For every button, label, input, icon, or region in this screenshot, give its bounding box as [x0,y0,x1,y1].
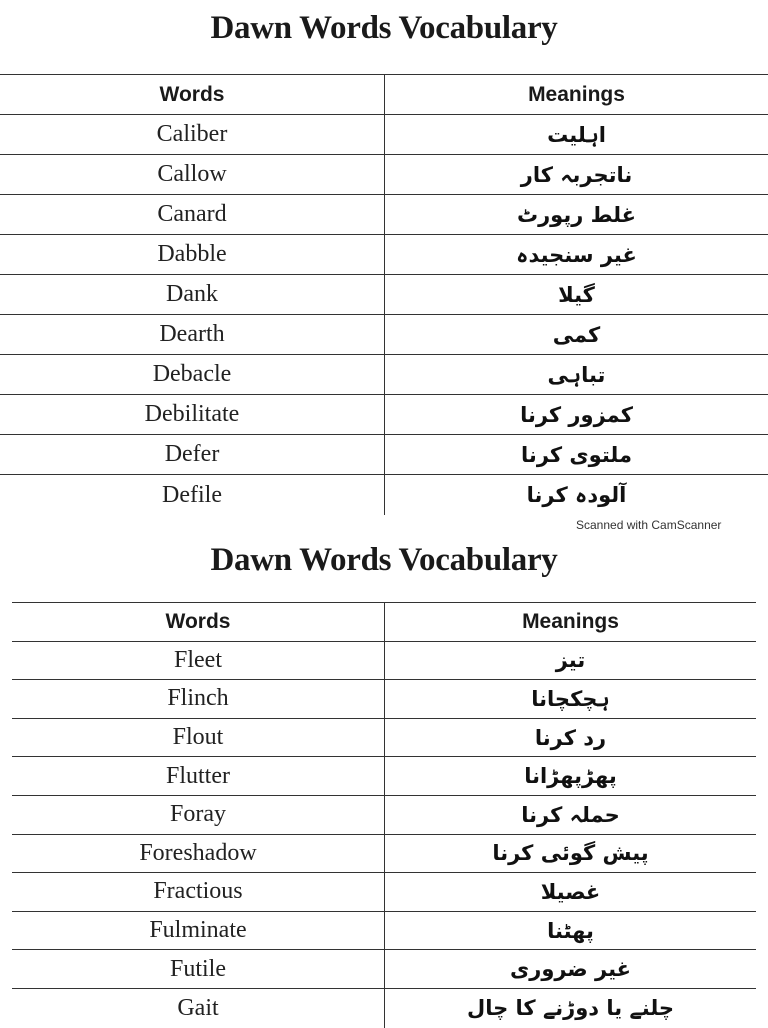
meaning-cell: کمزور کرنا [520,402,633,427]
word-cell: Foreshadow [12,835,385,873]
word-cell: Debilitate [0,395,385,434]
meaning-cell: ہچکچانا [531,686,610,711]
meaning-cell: پیش گوئی کرنا [492,841,649,866]
meaning-cell: پھڑپھڑانا [524,764,617,789]
meaning-cell: گیلا [558,282,595,307]
meaning-cell: رد کرنا [534,725,607,750]
column-header-words: Words [12,603,385,641]
table-row [12,989,756,1028]
table-row [0,155,768,195]
word-cell: Caliber [0,115,385,154]
table-row [0,435,768,475]
word-cell: Defer [0,435,385,474]
table-header-row [0,75,768,115]
word-cell: Flinch [12,680,385,718]
meaning-cell: تیز [555,648,586,673]
table-row [0,195,768,235]
word-cell: Foray [12,796,385,834]
table-row [12,835,756,874]
table-row [0,315,768,355]
scanner-watermark: Scanned with CamScanner [576,518,722,532]
table-row [12,950,756,989]
meaning-cell: غلط رپورٹ [516,202,637,227]
meaning-cell: غیر سنجیدہ [516,242,637,267]
meaning-cell: تباہی [547,362,606,387]
column-header-meanings: Meanings [528,82,625,106]
table-row [0,275,768,315]
word-cell: Futile [12,950,385,988]
word-cell: Defile [0,475,385,515]
table-row [0,115,768,155]
meaning-cell: آلودہ کرنا [526,483,627,507]
table-row [12,796,756,835]
word-cell: Dabble [0,235,385,274]
table-row [0,395,768,435]
column-header-meanings: Meanings [522,609,619,633]
meaning-cell: پھٹنا [547,918,594,943]
meaning-cell: ملتوی کرنا [521,442,632,467]
word-cell: Callow [0,155,385,194]
column-header-words: Words [0,75,385,114]
table-row [0,475,768,515]
word-cell: Gait [12,989,385,1028]
word-cell: Flutter [12,757,385,795]
meaning-cell: غیر ضروری [509,957,632,982]
vocabulary-section-2 [0,540,768,1024]
table-row [0,235,768,275]
table-header-row [12,603,756,642]
meaning-cell: کمی [552,322,601,347]
word-cell: Debacle [0,355,385,394]
meaning-cell: ناتجربہ کار [520,162,633,187]
vocabulary-table [12,602,756,1028]
page-title: Dawn Words Vocabulary [210,10,558,46]
word-cell: Fractious [12,873,385,911]
table-row [12,719,756,758]
word-cell: Fulminate [12,912,385,950]
table-row [0,355,768,395]
word-cell: Flout [12,719,385,757]
table-row [12,642,756,681]
table-row [12,912,756,951]
table-row [12,680,756,719]
word-cell: Dearth [0,315,385,354]
word-cell: Canard [0,195,385,234]
meaning-cell: غصیلا [540,879,601,904]
word-cell: Fleet [12,642,385,680]
vocabulary-table [0,74,768,515]
table-row [12,873,756,912]
meaning-cell: اہلیت [547,122,606,147]
meaning-cell: چلنے یا دوڑنے کا چال [466,996,675,1021]
meaning-cell: حملہ کرنا [521,802,620,827]
table-row [12,757,756,796]
word-cell: Dank [0,275,385,314]
page-title: Dawn Words Vocabulary [210,542,558,578]
